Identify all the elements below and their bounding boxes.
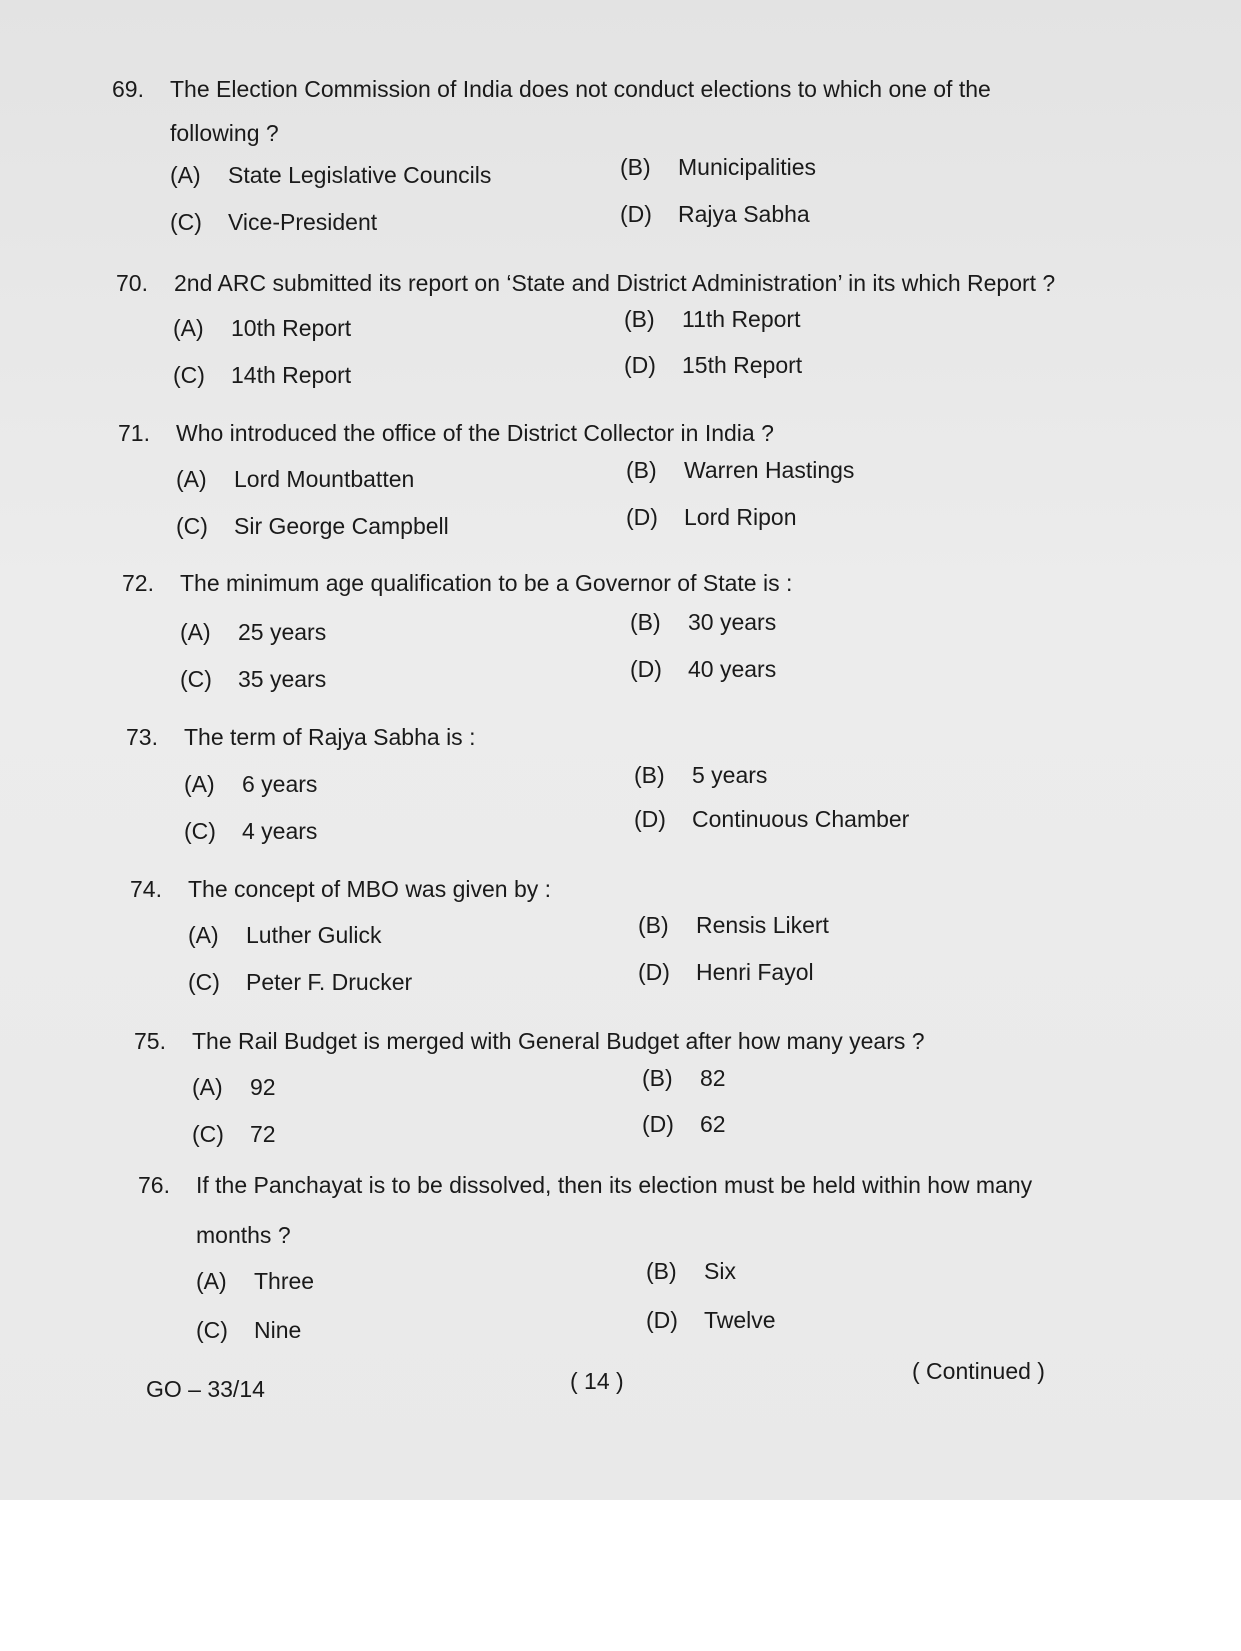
option-label: (A) [188, 922, 219, 948]
option-c [176, 511, 449, 541]
option-text: 6 years [242, 771, 318, 797]
question-number: 76. [138, 1172, 170, 1198]
option-text: State Legislative Councils [228, 162, 492, 188]
question-number: 74. [130, 876, 162, 902]
question-text: Who introduced the office of the District Collector in India ? [176, 420, 774, 446]
option-text: 72 [250, 1121, 276, 1147]
option-label: (D) [630, 656, 662, 682]
option-a [170, 160, 491, 190]
option-label: (B) [624, 306, 655, 332]
option-text: 40 years [688, 656, 777, 682]
option-b [634, 760, 767, 790]
question-text: The term of Rajya Sabha is : [184, 724, 476, 750]
option-text: 30 years [688, 609, 777, 635]
question-number: 70. [116, 270, 148, 296]
option-text: Henri Fayol [696, 959, 814, 985]
option-label: (A) [192, 1074, 223, 1100]
option-text: Lord Mountbatten [234, 466, 415, 492]
option-text: Nine [254, 1317, 302, 1343]
option-b [646, 1256, 736, 1286]
option-label: (B) [634, 762, 665, 788]
option-text: 10th Report [231, 315, 352, 341]
option-label: (D) [624, 352, 656, 378]
option-label: (B) [638, 912, 669, 938]
option-b [626, 455, 854, 485]
option-d [620, 199, 810, 229]
question-text-continuation: months ? [196, 1222, 291, 1248]
option-a [173, 313, 351, 343]
question-text: The Rail Budget is merged with General Budget after how many years ? [192, 1028, 925, 1054]
paper-code: GO – 33/14 [146, 1376, 265, 1402]
option-text: Six [704, 1258, 736, 1284]
option-a [180, 617, 326, 647]
option-text: Lord Ripon [684, 504, 797, 530]
option-label: (D) [642, 1111, 674, 1137]
option-b [638, 910, 829, 940]
option-text: 82 [700, 1065, 726, 1091]
option-text: 4 years [242, 818, 318, 844]
option-text: 25 years [238, 619, 327, 645]
option-label: (C) [196, 1317, 228, 1343]
option-c [184, 816, 317, 846]
option-text: 5 years [692, 762, 768, 788]
option-d [646, 1305, 776, 1335]
option-text: Luther Gulick [246, 922, 382, 948]
option-label: (A) [176, 466, 207, 492]
option-label: (D) [634, 806, 666, 832]
question-number: 73. [126, 724, 158, 750]
option-label: (D) [646, 1307, 678, 1333]
option-c [173, 360, 351, 390]
option-label: (C) [184, 818, 216, 844]
option-d [630, 654, 776, 684]
question-text: 2nd ARC submitted its report on ‘State and District Administration’ in its which Report ? [174, 270, 1056, 296]
option-text: Continuous Chamber [692, 806, 910, 832]
option-c [170, 207, 377, 237]
question-number: 71. [118, 420, 150, 446]
question-text: The concept of MBO was given by : [188, 876, 552, 902]
option-label: (A) [173, 315, 204, 341]
option-c [180, 664, 326, 694]
option-text: Three [254, 1268, 315, 1294]
option-d [624, 350, 802, 380]
option-a [184, 769, 317, 799]
option-d [642, 1109, 726, 1139]
option-label: (B) [646, 1258, 677, 1284]
option-label: (C) [180, 666, 212, 692]
option-a [176, 464, 414, 494]
option-label: (D) [626, 504, 658, 530]
scan-margin [0, 1500, 1241, 1651]
option-text: Peter F. Drucker [246, 969, 413, 995]
option-text: Sir George Campbell [234, 513, 449, 539]
option-label: (C) [173, 362, 205, 388]
option-label: (D) [620, 201, 652, 227]
option-c [188, 967, 412, 997]
option-label: (C) [188, 969, 220, 995]
option-text: 14th Report [231, 362, 352, 388]
question-number: 75. [134, 1028, 166, 1054]
question-text-continuation: following ? [170, 120, 279, 146]
option-text: 35 years [238, 666, 327, 692]
question-text: If the Panchayat is to be dissolved, then its election must be held within how many [196, 1172, 1033, 1198]
option-label: (C) [170, 209, 202, 235]
option-text: Twelve [704, 1307, 776, 1333]
option-label: (A) [180, 619, 211, 645]
option-text: 11th Report [682, 306, 801, 332]
option-b [642, 1063, 726, 1093]
option-a [188, 920, 382, 950]
option-label: (D) [638, 959, 670, 985]
option-text: Rensis Likert [696, 912, 829, 938]
option-label: (B) [630, 609, 661, 635]
option-label: (A) [184, 771, 215, 797]
option-label: (B) [626, 457, 657, 483]
option-label: (A) [196, 1268, 227, 1294]
option-label: (A) [170, 162, 201, 188]
option-text: Municipalities [678, 154, 817, 180]
option-text: 92 [250, 1074, 276, 1100]
option-b [624, 304, 800, 334]
option-text: Vice-President [228, 209, 378, 235]
option-a [192, 1072, 276, 1102]
option-d [634, 804, 909, 834]
option-text: 62 [700, 1111, 726, 1137]
option-label: (C) [176, 513, 208, 539]
option-b [620, 152, 816, 182]
question-number: 72. [122, 570, 154, 596]
question-text: The minimum age qualification to be a Governor of State is : [180, 570, 793, 596]
option-label: (B) [642, 1065, 673, 1091]
option-text: Rajya Sabha [678, 201, 810, 227]
question-text: The Election Commission of India does not conduct elections to which one of the [170, 76, 991, 102]
option-c [192, 1119, 276, 1149]
option-a [196, 1266, 314, 1296]
option-d [626, 502, 797, 532]
page-number: ( 14 ) [570, 1368, 624, 1394]
continued-note: ( Continued ) [912, 1358, 1045, 1384]
option-label: (C) [192, 1121, 224, 1147]
option-text: 15th Report [682, 352, 803, 378]
option-b [630, 607, 776, 637]
question-number: 69. [112, 76, 144, 102]
option-d [638, 957, 814, 987]
option-label: (B) [620, 154, 651, 180]
option-text: Warren Hastings [684, 457, 855, 483]
option-c [196, 1315, 301, 1345]
